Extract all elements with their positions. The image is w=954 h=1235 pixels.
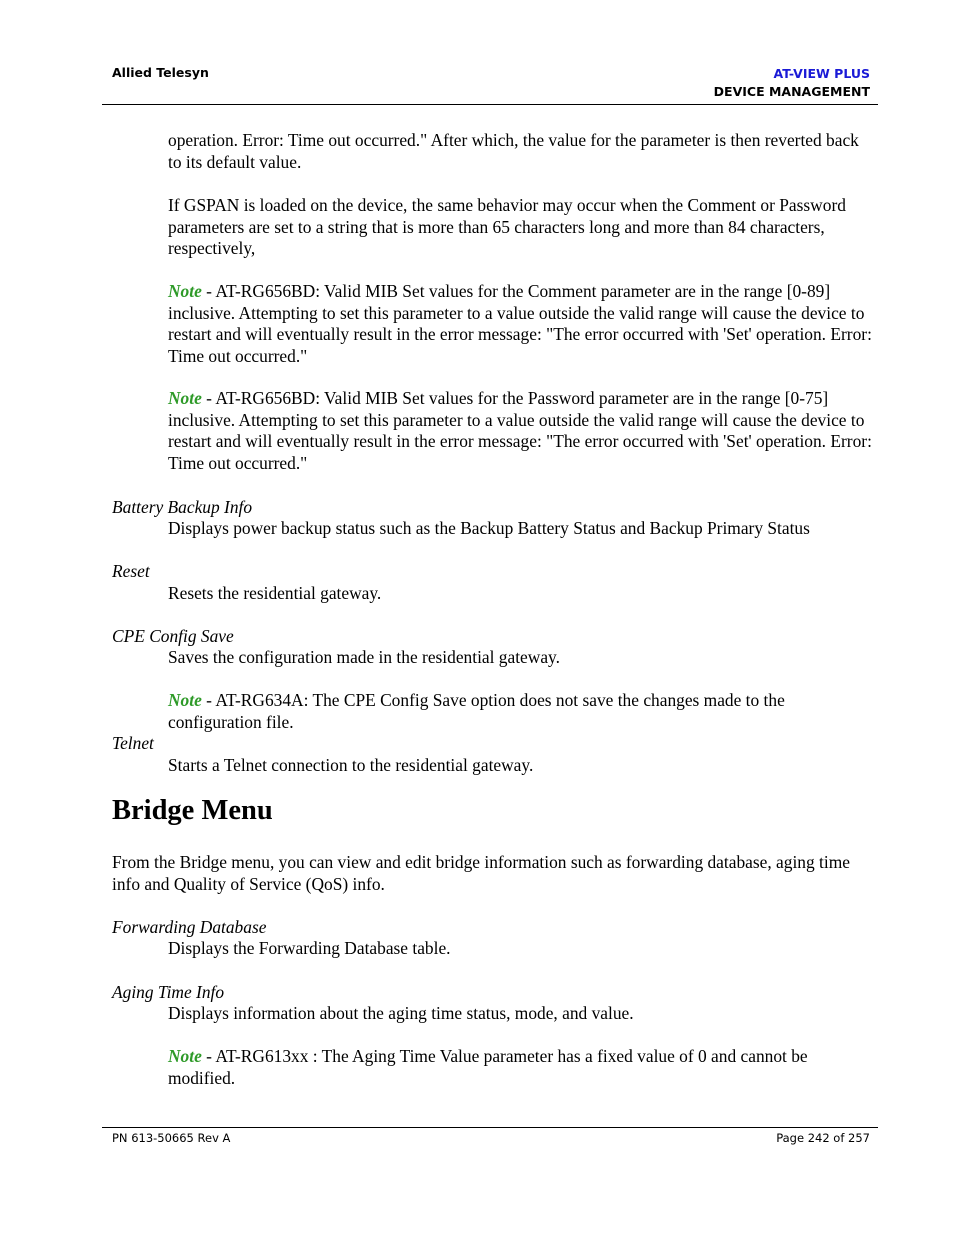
note-label: Note [168, 690, 202, 710]
note-label: Note [168, 388, 202, 408]
note-text: - AT-RG634A: The CPE Config Save option does not save the changes made to the configuration file. [168, 690, 785, 732]
note-text: - AT-RG656BD: Valid MIB Set values for the Password parameter are in the range [0-75] inclusive. Attempting to set this parameter to a value outside the valid range will cause the device to restart and will eventually result in the error message: "The error occurred with 'Set' operation. Error: Time out occurred." [168, 388, 872, 473]
note-cpe-config-save [168, 690, 873, 733]
note-label: Note [168, 1046, 202, 1066]
desc-telnet: Starts a Telnet connection to the residential gateway. [168, 755, 534, 775]
header-company: Allied Telesyn [112, 65, 209, 80]
term-reset: Reset [112, 561, 150, 581]
note-comment-range [168, 281, 873, 367]
note-text: - AT-RG656BD: Valid MIB Set values for the Comment parameter are in the range [0-89] inclusive. Attempting to set this parameter to a value outside the valid range will cause the device to restart and will eventually result in the error message: "The error occurred with 'Set' operation. Error: Time out occurred." [168, 281, 872, 366]
note-password-range [168, 388, 873, 474]
desc-reset: Resets the residential gateway. [168, 583, 382, 603]
header-product: AT-VIEW PLUS [773, 66, 870, 81]
header-section: DEVICE MANAGEMENT [713, 84, 870, 99]
desc-forwarding-database: Displays the Forwarding Database table. [168, 938, 451, 958]
footer-rule [102, 1127, 878, 1128]
desc-aging-time-info: Displays information about the aging time status, mode, and value. [168, 1003, 634, 1023]
header-title-block [714, 65, 870, 101]
desc-cpe-config-save: Saves the configuration made in the residential gateway. [168, 647, 560, 667]
term-battery-backup-info: Battery Backup Info [112, 497, 253, 517]
term-forwarding-database: Forwarding Database [112, 917, 267, 937]
footer-page-number: Page 242 of 257 [776, 1131, 870, 1145]
note-text: - AT-RG613xx : The Aging Time Value parameter has a fixed value of 0 and cannot be modified. [168, 1046, 808, 1088]
header-rule [102, 104, 878, 105]
paragraph-gspan: If GSPAN is loaded on the device, the same behavior may occur when the Comment or Password parameters are set to a string that is more than 65 characters long and more than 84 characters, respectively, [168, 195, 846, 258]
paragraph-bridge-intro: From the Bridge menu, you can view and edit bridge information such as forwarding database, aging time info and Quality of Service (QoS) info. [112, 852, 850, 894]
note-label: Note [168, 281, 202, 301]
footer-part-number: PN 613-50665 Rev A [112, 1131, 231, 1145]
term-cpe-config-save: CPE Config Save [112, 626, 234, 646]
heading-bridge-menu: Bridge Menu [112, 795, 273, 826]
desc-battery-backup-info: Displays power backup status such as the Backup Battery Status and Backup Primary Status [168, 518, 810, 538]
term-aging-time-info: Aging Time Info [112, 982, 225, 1002]
note-aging-time-value [168, 1046, 873, 1089]
term-telnet: Telnet [112, 733, 154, 753]
paragraph-continuation: operation. Error: Time out occurred." After which, the value for the parameter is then reverted back to its default value. [168, 130, 859, 172]
